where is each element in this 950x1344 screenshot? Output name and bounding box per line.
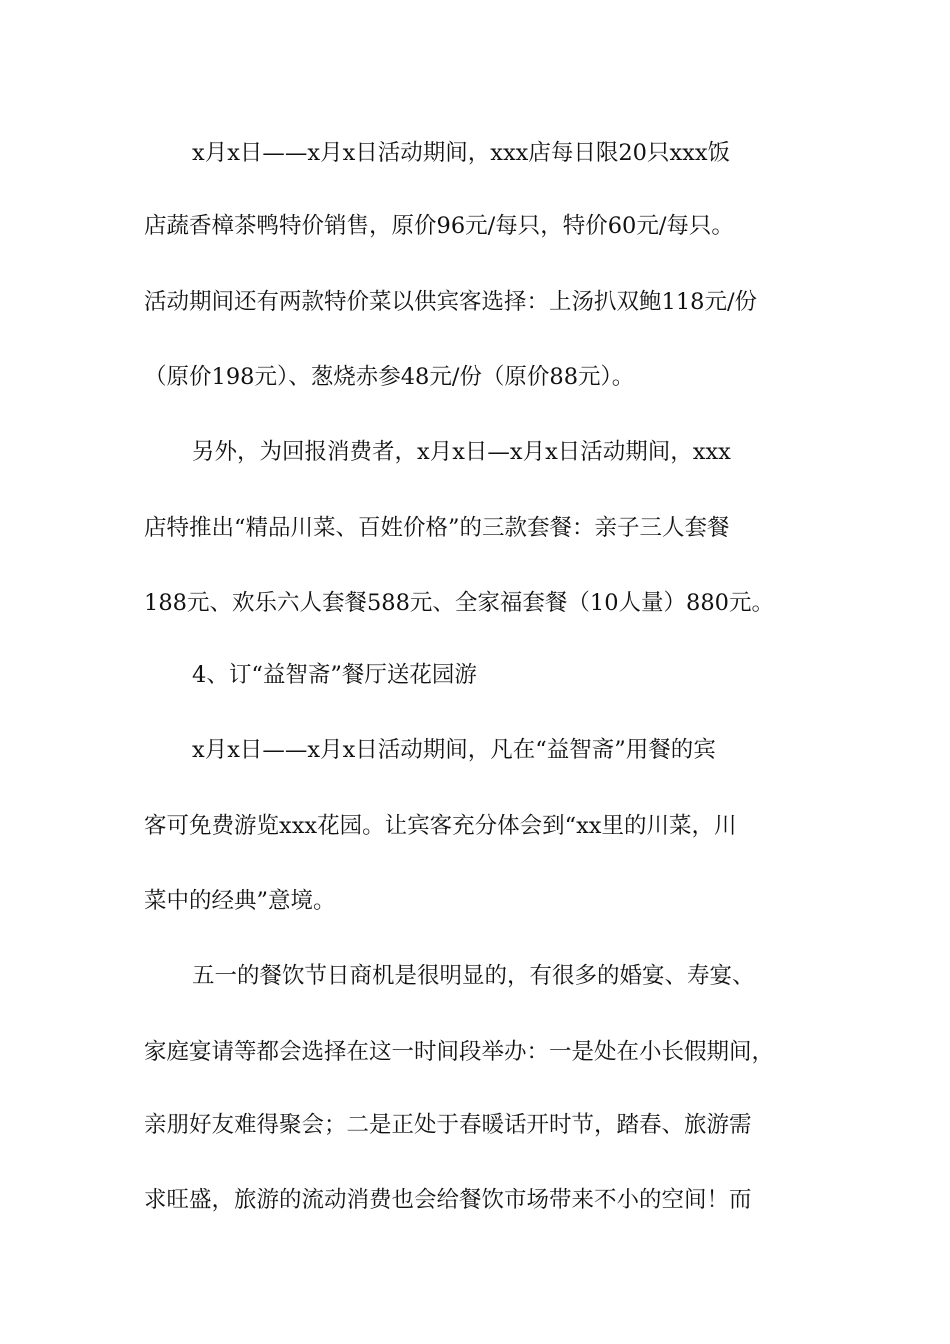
text-line: 求旺盛，旅游的流动消费也会给餐饮市场带来不小的空间！而 bbox=[144, 1187, 752, 1213]
text-line: 客可免费游览xxx花园。让宾客充分体会到“xx里的川菜，川 bbox=[144, 813, 737, 839]
text-line: x月x日——x月x日活动期间，凡在“益智斋”用餐的宾 bbox=[192, 737, 716, 763]
text-line: 188元、欢乐六人套餐588元、全家福套餐（10人量）880元。 bbox=[144, 590, 774, 616]
text-line: 活动期间还有两款特价菜以供宾客选择：上汤扒双鲍118元/份 bbox=[144, 289, 758, 315]
text-line: 店特推出“精品川菜、百姓价格”的三款套餐：亲子三人套餐 bbox=[144, 515, 730, 541]
text-line: 店蔬香樟茶鸭特价销售，原价96元/每只，特价60元/每只。 bbox=[144, 213, 734, 239]
text-line: x月x日——x月x日活动期间，xxx店每日限20只xxx饭 bbox=[192, 140, 731, 166]
text-line: 4、订“益智斋”餐厅送花园游 bbox=[192, 662, 477, 688]
text-line: 亲朋好友难得聚会；二是正处于春暖话开时节，踏春、旅游需 bbox=[144, 1112, 752, 1138]
text-line: 家庭宴请等都会选择在这一时间段举办：一是处在小长假期间， bbox=[144, 1039, 775, 1065]
text-line: 另外，为回报消费者，x月x日—x月x日活动期间，xxx bbox=[192, 439, 731, 465]
text-line: 五一的餐饮节日商机是很明显的，有很多的婚宴、寿宴、 bbox=[192, 963, 755, 989]
text-line: 菜中的经典”意境。 bbox=[144, 888, 336, 914]
text-line: （原价198元）、葱烧赤参48元/份（原价88元）。 bbox=[144, 364, 635, 390]
